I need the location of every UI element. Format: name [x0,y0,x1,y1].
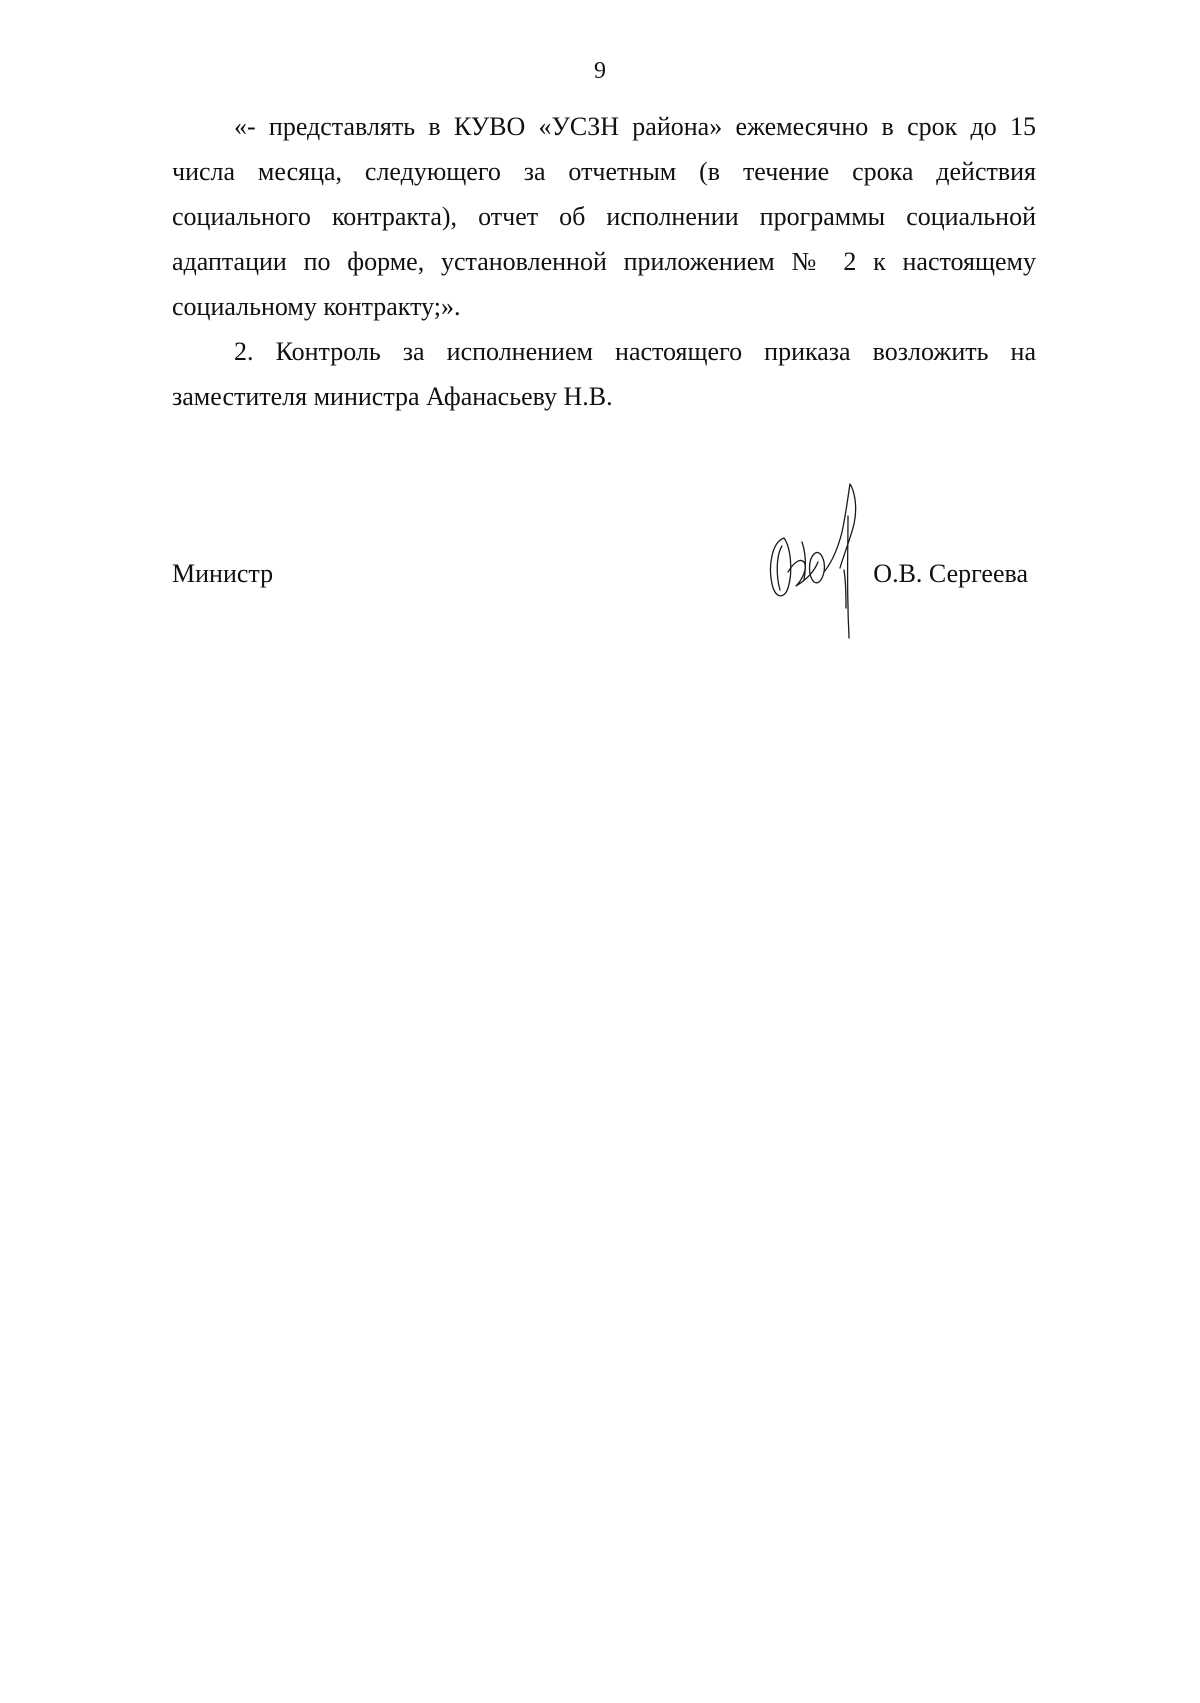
signatory-name: О.В. Сергеева [873,559,1028,588]
signature-block [172,552,1036,596]
handwritten-signature [762,476,872,641]
document-body [172,104,1036,419]
paragraph-control-assignment: 2. Контроль за исполнением настоящего приказа возложить на заместителя министра Афанасьеву Н.В. [172,337,1036,411]
signatory-title: Министр [172,559,274,588]
paragraph-reporting-obligation: «- представлять в КУВО «УСЗН района» ежемесячно в срок до 15 числа месяца, следующего за отчетным (в течение срока действия социального контракта), отчет об исполнении программы социальной адаптации по форме, установленной приложением № 2 к настоящему социальному контракту;». [172,112,1036,321]
page-number: 9 [594,58,606,84]
